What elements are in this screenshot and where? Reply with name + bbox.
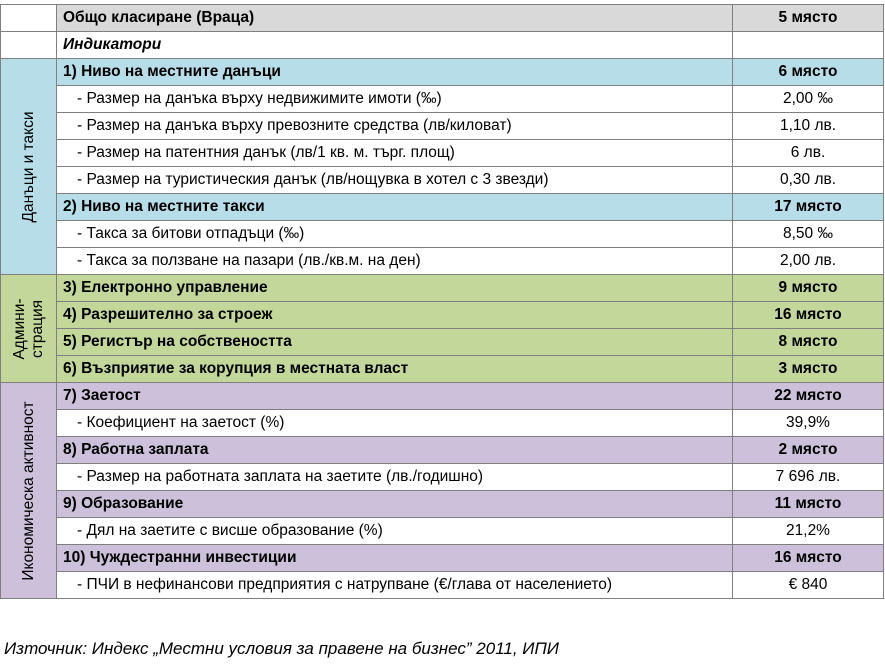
group-administration-line1: Админи- — [10, 297, 28, 360]
table-row — [1, 275, 884, 302]
table-row — [1, 572, 884, 599]
indicator-value: 2,00 лв. — [733, 248, 884, 275]
indicator-label: 9) Образование — [57, 491, 733, 518]
indicator-label: 2) Ниво на местните такси — [57, 194, 733, 221]
group-administration-label — [11, 298, 47, 359]
table-row — [1, 167, 884, 194]
indicator-value: 22 място — [733, 383, 884, 410]
indicators-row — [1, 32, 884, 59]
indicator-label: 3) Електронно управление — [57, 275, 733, 302]
indicator-label: - Размер на данъка върху недвижимите имоти (‰) — [57, 86, 733, 113]
indicator-label: 10) Чуждестранни инвестиции — [57, 545, 733, 572]
table-row — [1, 329, 884, 356]
group-economy — [1, 383, 57, 599]
table-row — [1, 491, 884, 518]
indicator-value: 17 място — [733, 194, 884, 221]
indicator-label: - Дял на заетите с висше образование (%) — [57, 518, 733, 545]
indicator-value: 21,2% — [733, 518, 884, 545]
indicators-value-cell — [733, 32, 884, 59]
overall-row — [1, 5, 884, 32]
indicator-value: 7 696 лв. — [733, 464, 884, 491]
indicator-label: - Размер на туристическия данък (лв/нощувка в хотел с 3 звезди) — [57, 167, 733, 194]
table-row — [1, 518, 884, 545]
indicator-label: - Размер на работната заплата на заетите (лв./годишно) — [57, 464, 733, 491]
indicator-value: 8 място — [733, 329, 884, 356]
table-row — [1, 410, 884, 437]
table-row — [1, 86, 884, 113]
indicator-label: - Такса за битови отпадъци (‰) — [57, 221, 733, 248]
group-taxes-label: Данъци и такси — [19, 110, 37, 223]
indicator-label: 1) Ниво на местните данъци — [57, 59, 733, 86]
table-row — [1, 59, 884, 86]
indicator-value: 16 място — [733, 545, 884, 572]
indicator-label: - ПЧИ в нефинансови предприятия с натрупване (€/глава от населението) — [57, 572, 733, 599]
indicator-value: 39,9% — [733, 410, 884, 437]
indicator-label: - Размер на патентния данък (лв/1 кв. м. търг. площ) — [57, 140, 733, 167]
indicator-label: 7) Заетост — [57, 383, 733, 410]
indicator-value: 3 място — [733, 356, 884, 383]
table-row — [1, 221, 884, 248]
indicator-value: 2 място — [733, 437, 884, 464]
indicator-value: 8,50 ‰ — [733, 221, 884, 248]
table-row — [1, 113, 884, 140]
indicator-value: 1,10 лв. — [733, 113, 884, 140]
table-row — [1, 194, 884, 221]
table-row — [1, 302, 884, 329]
indicator-label: - Размер на данъка върху превозните средства (лв/киловат) — [57, 113, 733, 140]
indicator-value: 16 място — [733, 302, 884, 329]
source-caption: Източник: Индекс „Местни условия за правене на бизнес” 2011, ИПИ — [4, 639, 559, 658]
overall-label: Общо класиране (Враца) — [57, 5, 733, 32]
corner-cell — [1, 32, 57, 59]
table-row — [1, 464, 884, 491]
indicator-label: 8) Работна заплата — [57, 437, 733, 464]
table-row — [1, 248, 884, 275]
ranking-table — [0, 4, 884, 599]
indicator-value: 9 място — [733, 275, 884, 302]
indicator-value: 6 място — [733, 59, 884, 86]
corner-cell — [1, 5, 57, 32]
indicator-label: - Такса за ползване на пазари (лв./кв.м. на ден) — [57, 248, 733, 275]
table-row — [1, 437, 884, 464]
indicator-value: 11 място — [733, 491, 884, 518]
indicator-label: 4) Разрешително за строеж — [57, 302, 733, 329]
table-row — [1, 356, 884, 383]
indicators-heading: Индикатори — [57, 32, 733, 59]
group-administration-line2: страция — [28, 299, 46, 358]
group-taxes — [1, 59, 57, 275]
table-row — [1, 545, 884, 572]
indicator-value: 2,00 ‰ — [733, 86, 884, 113]
group-economy-label: Икономическа активност — [19, 400, 37, 581]
indicator-value: 0,30 лв. — [733, 167, 884, 194]
overall-value: 5 място — [733, 5, 884, 32]
indicator-value: 6 лв. — [733, 140, 884, 167]
table-row — [1, 140, 884, 167]
group-administration — [1, 275, 57, 383]
indicator-label: 6) Възприятие за корупция в местната власт — [57, 356, 733, 383]
indicator-value: € 840 — [733, 572, 884, 599]
indicator-label: - Коефициент на заетост (%) — [57, 410, 733, 437]
indicator-label: 5) Регистър на собствеността — [57, 329, 733, 356]
table-row — [1, 383, 884, 410]
